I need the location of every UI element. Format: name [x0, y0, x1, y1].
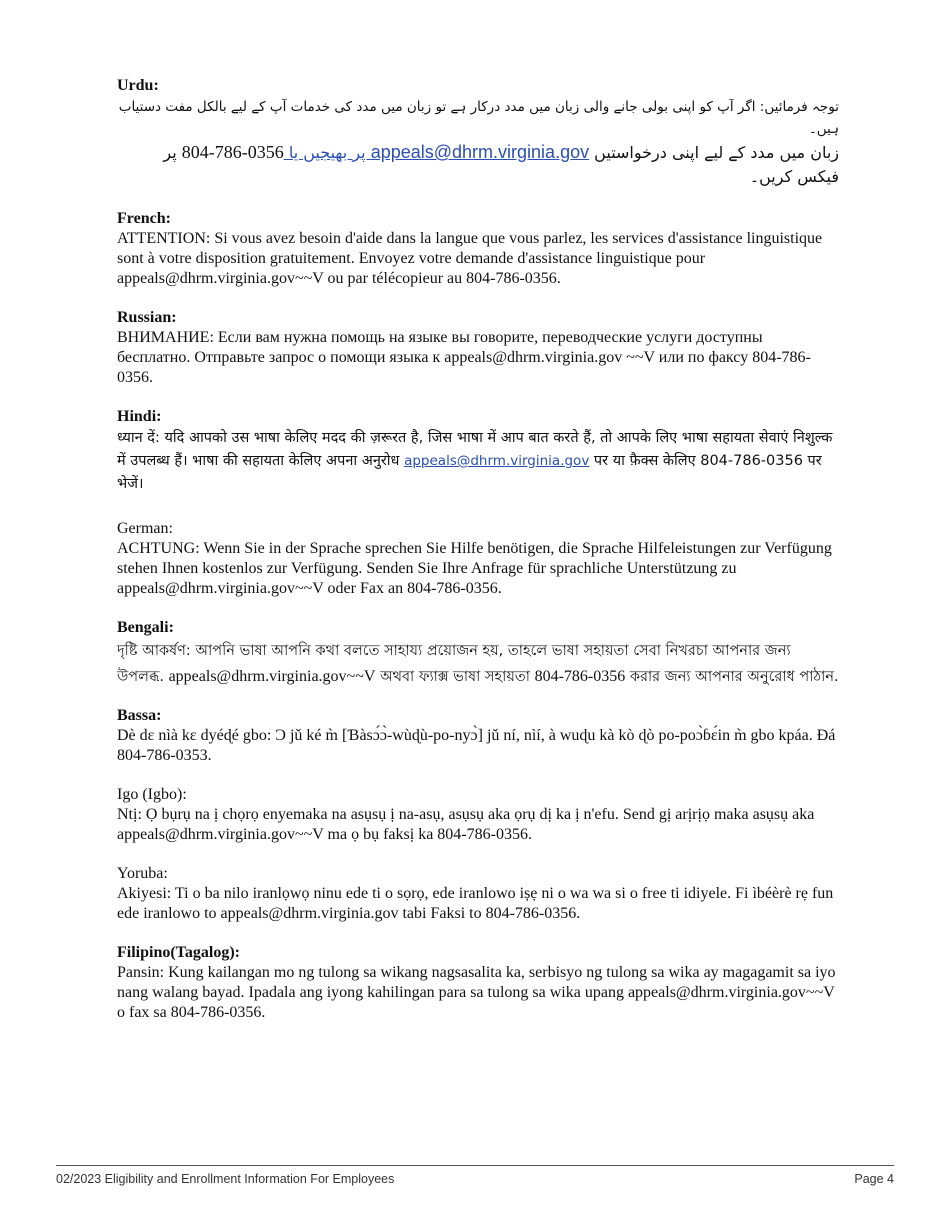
urdu-line-2-post: پر فیکس کریں۔	[163, 143, 839, 186]
filipino-block	[117, 943, 839, 1023]
urdu-line-2-pre: زبان میں مدد کے لیے اپنی درخواستیں	[589, 143, 839, 162]
footer-document-info: 02/2023 Eligibility and Enrollment Information For Employees	[56, 1172, 395, 1186]
urdu-send-link[interactable]: پر بھیجیں یا	[283, 143, 371, 162]
french-block	[117, 209, 839, 289]
german-text: ACHTUNG: Wenn Sie in der Sprache sprechen Sie Hilfe benötigen, die Sprache Hilfeleistungen zur Verfügung stehen Ihnen kostenlos zur Verfügung. Senden Sie Ihre Anfrage für sprachliche Unterstützung zu appeals@dhrm.virginia.gov~~V oder Fax an 804-786-0356.	[117, 540, 832, 597]
filipino-title: Filipino(Tagalog):	[117, 944, 240, 961]
igbo-text: Ntị: Ọ bụrụ na ị chọrọ enyemaka na asụsụ ị na-asụ, asụsụ aka ọrụ dị ka ị n'efu. Send gị arịrịọ maka asụsụ aka appeals@dhrm.virginia.gov~~V ma ọ bụ faksị ka 804-786-0356.	[117, 806, 815, 843]
yoruba-block	[117, 864, 839, 924]
igbo-block	[117, 785, 839, 845]
urdu-line-1: توجہ فرمائیں: اگر آپ کو اپنی بولی جانے والی زبان میں مدد درکار ہے تو زبان میں مدد کی خدمات آپ کے لیے بالکل مفت دستیاب ہیں۔	[118, 99, 839, 137]
footer-page-number: Page 4	[854, 1172, 894, 1186]
urdu-title: Urdu:	[117, 77, 159, 94]
document-body	[117, 76, 839, 1042]
bengali-email: appeals@dhrm.virginia.gov~~V	[168, 668, 376, 685]
hindi-text-post: पर या फ़ैक्स केलिए 804-786-0356 पर भेजें।	[117, 453, 822, 492]
french-text: ATTENTION: Si vous avez besoin d'aide dans la langue que vous parlez, les services d'assistance linguistique sont à votre disposition gratuitement. Envoyez votre demande d'assistance linguistique pour appeals@dhrm.virginia.gov~~V ou par télécopieur au 804-786-0356.	[117, 230, 823, 287]
russian-block	[117, 308, 839, 388]
yoruba-text: Akiyesi: Ti o ba nilo iranlọwọ ninu ede ti o sọrọ, ede iranlowo ișẹ ni o wa wa si o free ti idiyele. Fi ìbéèrè rẹ fun ede iranlowo to appeals@dhrm.virginia.gov tabi Faksi to 804-786-0356.	[117, 885, 834, 922]
russian-title: Russian:	[117, 309, 177, 326]
german-title: German:	[117, 520, 173, 537]
russian-text: ВНИМАНИЕ: Если вам нужна помощь на языке вы говорите, переводческие услуги доступны бесплатно. Отправьте запрос о помощи языка к appeals@dhrm.virginia.gov ~~V или по факсу 804-786-0356.	[117, 329, 811, 386]
bengali-text-pre: দৃষ্টি আকর্ষণ: আপনি ভাষা আপনি কথা বলতে সাহায্য প্রয়োজন হয়, তাহলে ভাষা সহায়তা সেবা নিখরচা আপনার জন্য উপলব্ধ.	[117, 643, 791, 685]
bassa-title: Bassa:	[117, 707, 162, 724]
hindi-email-link[interactable]: appeals@dhrm.virginia.gov	[404, 453, 590, 469]
bengali-text-post: করার জন্য আপনার অনুরোধ পাঠান.	[625, 669, 839, 685]
french-title: French:	[117, 210, 171, 227]
yoruba-title: Yoruba:	[117, 865, 168, 882]
page-footer	[56, 1165, 894, 1186]
igbo-title: Igo (Igbo):	[117, 786, 187, 803]
urdu-text	[117, 96, 839, 189]
urdu-block	[117, 76, 839, 189]
bengali-text-mid: অথবা ফ্যাক্স ভাষা সহায়তা	[375, 669, 535, 685]
bassa-text: Dè dɛ nìà kɛ dyéɖé gbo: Ɔ jǔ ké m̀ [Ɓàsɔ́ɔ̀-wùɖù-po-nyɔ̀] jǔ ní, nìí, à wuɖu kà kò ɖò po-poɔ̀ɓɛ́in m̀ gbo kpáa. Ɖá 804-786-0353.	[117, 727, 836, 764]
bengali-block	[117, 618, 839, 690]
urdu-email-link[interactable]: appeals@dhrm.virginia.gov	[370, 142, 590, 162]
urdu-phone: 804-786-0356	[181, 142, 284, 162]
bengali-title: Bengali:	[117, 619, 174, 636]
hindi-text-pre: ध्यान दें: यदि आपको उस भाषा केलिए मदद की ज़रूरत है, जिस भाषा में आप बात करते हैं, तो आपके लिए भाषा सहायता सेवाएं निशुल्क में उपलब्ध हैं। भाषा की सहायता केलिए अपना अनुरोध	[117, 430, 833, 469]
bassa-block	[117, 706, 839, 766]
german-block	[117, 519, 839, 599]
hindi-text	[117, 427, 839, 496]
bengali-phone: 804-786-0356	[534, 668, 626, 685]
hindi-block	[117, 407, 839, 496]
filipino-text: Pansin: Kung kailangan mo ng tulong sa wikang nagsasalita ka, serbisyo ng tulong sa wika ay magagamit sa iyo nang walang bayad. Ipadala ang iyong kahilingan para sa tulong sa wika upang appeals@dhrm.virginia.gov~~V o fax sa 804-786-0356.	[117, 964, 836, 1021]
bengali-text	[117, 638, 839, 690]
urdu-line-2	[117, 140, 839, 189]
hindi-title: Hindi:	[117, 408, 162, 425]
